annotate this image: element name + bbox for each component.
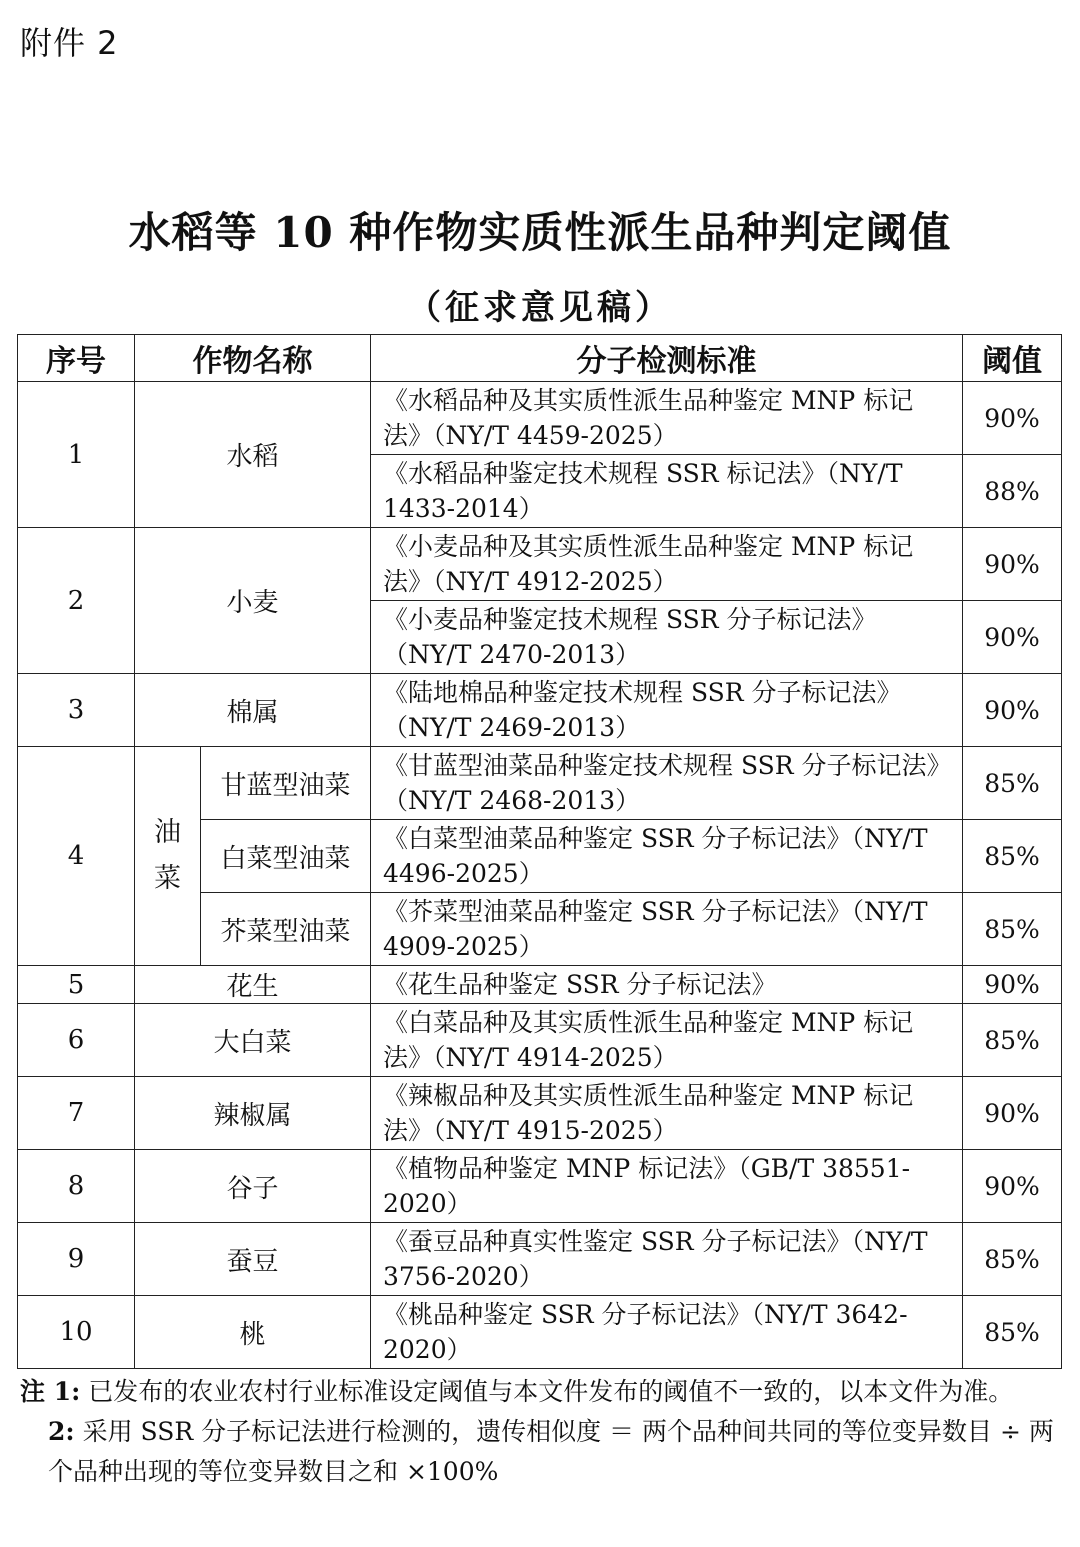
header-crop: 作物名称 [135, 335, 371, 382]
table-row [18, 382, 1062, 455]
table-row [18, 1077, 1062, 1150]
threshold-cell: 85% [963, 1004, 1062, 1077]
standard-cell: 《辣椒品种及其实质性派生品种鉴定 MNP 标记法》（NY/T 4915-2025） [371, 1077, 963, 1150]
document-subtitle: （征求意见稿） [407, 288, 673, 328]
crop-cell: 辣椒属 [135, 1077, 371, 1150]
table-header-row [18, 335, 1062, 382]
threshold-cell: 90% [963, 382, 1062, 455]
standard-cell: 《桃品种鉴定 SSR 分子标记法》（NY/T 3642-2020） [371, 1296, 963, 1369]
standard-cell: 《白菜品种及其实质性派生品种鉴定 MNP 标记法》（NY/T 4914-2025） [371, 1004, 963, 1077]
seq-cell: 2 [18, 528, 135, 674]
threshold-cell: 85% [963, 820, 1062, 893]
threshold-cell: 85% [963, 747, 1062, 820]
standard-cell: 《花生品种鉴定 SSR 分子标记法》 [371, 966, 963, 1004]
threshold-cell: 88% [963, 455, 1062, 528]
threshold-cell: 90% [963, 1150, 1062, 1223]
crop-cell: 谷子 [135, 1150, 371, 1223]
seq-cell: 9 [18, 1223, 135, 1296]
crop-cell: 蚕豆 [135, 1223, 371, 1296]
threshold-cell: 90% [963, 674, 1062, 747]
standard-cell: 《白菜型油菜品种鉴定 SSR 分子标记法》（NY/T 4496-2025） [371, 820, 963, 893]
header-seq: 序号 [18, 335, 135, 382]
seq-cell: 7 [18, 1077, 135, 1150]
table-row [18, 1004, 1062, 1077]
threshold-cell: 90% [963, 1077, 1062, 1150]
standard-cell: 《甘蓝型油菜品种鉴定技术规程 SSR 分子标记法》（NY/T 2468-2013） [371, 747, 963, 820]
crop-group-label: 油菜 [154, 817, 181, 894]
seq-cell: 8 [18, 1150, 135, 1223]
header-threshold: 阈值 [963, 335, 1062, 382]
crop-cell: 棉属 [135, 674, 371, 747]
standard-cell: 《小麦品种及其实质性派生品种鉴定 MNP 标记法》（NY/T 4912-2025） [371, 528, 963, 601]
sub-crop-cell: 甘蓝型油菜 [201, 747, 371, 820]
table-row [18, 1223, 1062, 1296]
notes-section [20, 1372, 1062, 1492]
crop-group-cell [135, 747, 201, 966]
standard-cell: 《水稻品种及其实质性派生品种鉴定 MNP 标记法》（NY/T 4459-2025） [371, 382, 963, 455]
crop-cell: 大白菜 [135, 1004, 371, 1077]
table-row [18, 1150, 1062, 1223]
crop-cell: 水稻 [135, 382, 371, 528]
table-row [18, 966, 1062, 1004]
note-2 [20, 1412, 1062, 1492]
threshold-cell: 90% [963, 528, 1062, 601]
document-title: 水稻等 10 种作物实质性派生品种判定阈值 [128, 208, 952, 257]
seq-cell: 10 [18, 1296, 135, 1369]
seq-cell: 3 [18, 674, 135, 747]
note-1 [20, 1372, 1062, 1412]
standard-cell: 《芥菜型油菜品种鉴定 SSR 分子标记法》（NY/T 4909-2025） [371, 893, 963, 966]
threshold-table [17, 334, 1062, 1369]
standard-cell: 《水稻品种鉴定技术规程 SSR 标记法》（NY/T 1433-2014） [371, 455, 963, 528]
seq-cell: 1 [18, 382, 135, 528]
standard-cell: 《植物品种鉴定 MNP 标记法》（GB/T 38551-2020） [371, 1150, 963, 1223]
note-2-text: 采用 SSR 分子标记法进行检测的，遗传相似度 ＝ 两个品种间共同的等位变异数目 ÷ 两个品种出现的等位变异数目之和 ×100% [48, 1417, 1054, 1486]
standard-cell: 《蚕豆品种真实性鉴定 SSR 分子标记法》（NY/T 3756-2020） [371, 1223, 963, 1296]
standard-cell: 《陆地棉品种鉴定技术规程 SSR 分子标记法》（NY/T 2469-2013） [371, 674, 963, 747]
table-row [18, 528, 1062, 601]
table-row [18, 674, 1062, 747]
seq-cell: 4 [18, 747, 135, 966]
table-row [18, 1296, 1062, 1369]
crop-cell: 桃 [135, 1296, 371, 1369]
table-row [18, 747, 1062, 820]
threshold-cell: 90% [963, 601, 1062, 674]
crop-cell: 小麦 [135, 528, 371, 674]
header-standard: 分子检测标准 [371, 335, 963, 382]
attachment-label: 附件 2 [20, 24, 119, 62]
note-1-label: 注 1: [20, 1377, 81, 1406]
crop-cell: 花生 [135, 966, 371, 1004]
threshold-cell: 90% [963, 966, 1062, 1004]
standard-cell: 《小麦品种鉴定技术规程 SSR 分子标记法》（NY/T 2470-2013） [371, 601, 963, 674]
seq-cell: 5 [18, 966, 135, 1004]
seq-cell: 6 [18, 1004, 135, 1077]
threshold-cell: 85% [963, 1223, 1062, 1296]
sub-crop-cell: 白菜型油菜 [201, 820, 371, 893]
threshold-cell: 85% [963, 1296, 1062, 1369]
sub-crop-cell: 芥菜型油菜 [201, 893, 371, 966]
note-1-text: 已发布的农业农村行业标准设定阈值与本文件发布的阈值不一致的，以本文件为准。 [88, 1377, 1014, 1406]
note-2-label: 2: [48, 1417, 75, 1446]
threshold-cell: 85% [963, 893, 1062, 966]
